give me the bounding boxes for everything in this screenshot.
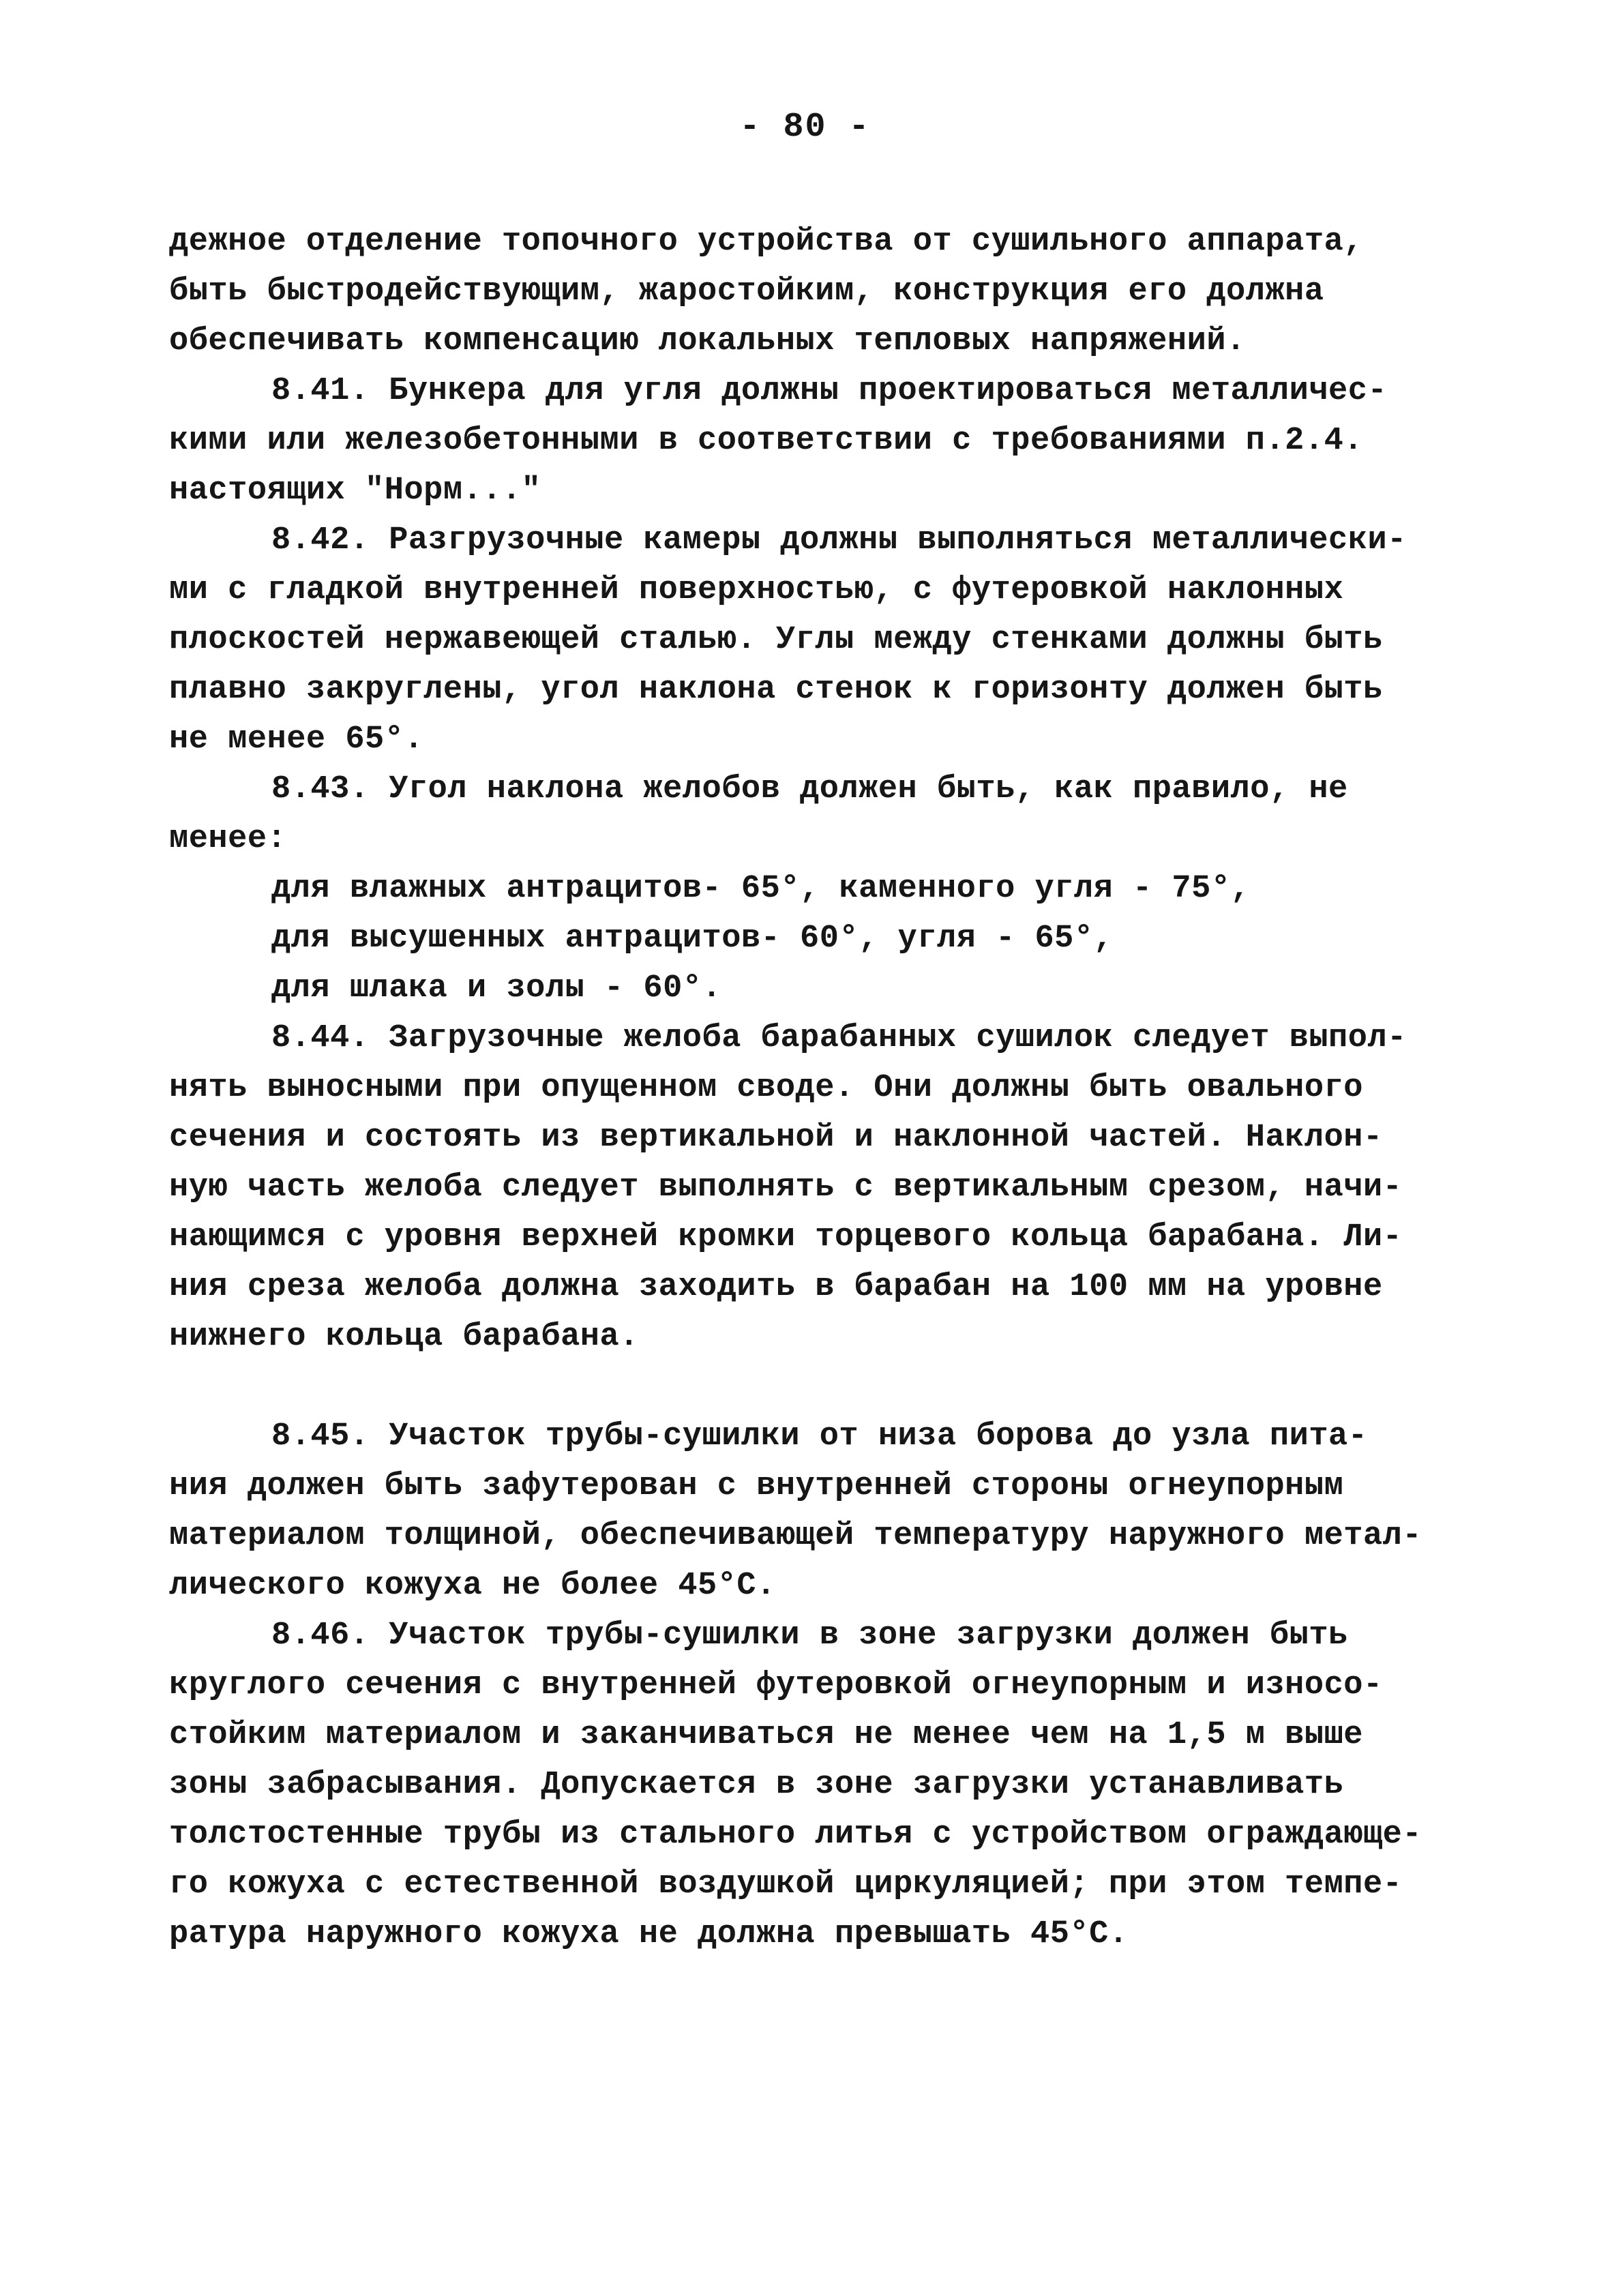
- text-line: нять выносными при опущенном своде. Они должны быть овального: [169, 1070, 1363, 1106]
- text-line: 8.46. Участок трубы-сушилки в зоне загрузки должен быть: [271, 1617, 1348, 1654]
- page-text: [169, 217, 1458, 1959]
- paragraph-8-46: [169, 1611, 1458, 1959]
- text-line: плавно закруглены, угол наклона стенок к горизонту должен быть: [169, 672, 1383, 708]
- continuation-paragraph: [169, 217, 1458, 366]
- text-line: 8.43. Угол наклона желобов должен быть, как правило, не: [271, 771, 1348, 807]
- list-item: для влажных антрацитов- 65°, каменного угля - 75°,: [271, 871, 1251, 907]
- text-line: материалом толщиной, обеспечивающей температуру наружного метал-: [169, 1518, 1422, 1554]
- text-line: кими или железобетонными в соответствии с требованиями п.2.4.: [169, 423, 1363, 459]
- text-line: ми с гладкой внутренней поверхностью, с футеровкой наклонных: [169, 572, 1344, 608]
- text-line: дежное отделение топочного устройства от сушильного аппарата,: [169, 224, 1363, 260]
- paragraph-8-43: [169, 764, 1458, 1013]
- text-line: лического кожуха не более 45°С.: [169, 1568, 776, 1604]
- text-line: ную часть желоба следует выполнять с вертикальным срезом, начи-: [169, 1169, 1403, 1206]
- text-line: стойким материалом и заканчиваться не менее чем на 1,5 м выше: [169, 1717, 1363, 1753]
- text-line: нающимся с уровня верхней кромки торцевого кольца барабана. Ли-: [169, 1219, 1403, 1255]
- list-item: для высушенных антрацитов- 60°, угля - 65°,: [271, 921, 1114, 957]
- text-line: го кожуха с естественной воздушкой циркуляцией; при этом темпе-: [169, 1866, 1403, 1903]
- text-line: ния должен быть зафутерован с внутренней стороны огнеупорным: [169, 1468, 1344, 1504]
- paragraph-8-42: [169, 516, 1458, 764]
- text-line: настоящих "Норм...": [169, 473, 541, 509]
- text-line: менее:: [169, 821, 287, 857]
- paragraph-8-44: [169, 1013, 1458, 1362]
- list-item: для шлака и золы - 60°.: [271, 970, 722, 1007]
- page-number: - 80 -: [739, 108, 871, 147]
- paragraph-gap: [169, 1362, 1458, 1412]
- paragraph-8-45: [169, 1412, 1458, 1611]
- text-line: ратура наружного кожуха не должна превышать 45°С.: [169, 1916, 1129, 1952]
- text-line: не менее 65°.: [169, 721, 424, 758]
- text-line: обеспечивать компенсацию локальных тепловых напряжений.: [169, 323, 1246, 359]
- text-line: 8.44. Загрузочные желоба барабанных сушилок следует выпол-: [271, 1020, 1407, 1056]
- text-line: толстостенные трубы из стального литья с устройством ограждающе-: [169, 1817, 1422, 1853]
- text-line: 8.41. Бункера для угля должны проектироваться металличес-: [271, 373, 1388, 409]
- text-line: зоны забрасывания. Допускается в зоне загрузки устанавливать: [169, 1767, 1344, 1803]
- text-line: 8.45. Участок трубы-сушилки от низа борова до узла пита-: [271, 1418, 1368, 1455]
- text-line: нижнего кольца барабана.: [169, 1319, 639, 1355]
- text-line: ния среза желоба должна заходить в барабан на 100 мм на уровне: [169, 1269, 1383, 1305]
- text-line: 8.42. Разгрузочные камеры должны выполняться металлически-: [271, 522, 1407, 558]
- text-line: сечения и состоять из вертикальной и наклонной частей. Наклон-: [169, 1120, 1383, 1156]
- text-line: плоскостей нержавеющей сталью. Углы между стенками должны быть: [169, 622, 1383, 658]
- paragraph-8-41: [169, 366, 1458, 516]
- text-line: быть быстродействующим, жаростойким, конструкция его должна: [169, 273, 1324, 310]
- text-line: круглого сечения с внутренней футеровкой огнеупорным и износо-: [169, 1667, 1383, 1703]
